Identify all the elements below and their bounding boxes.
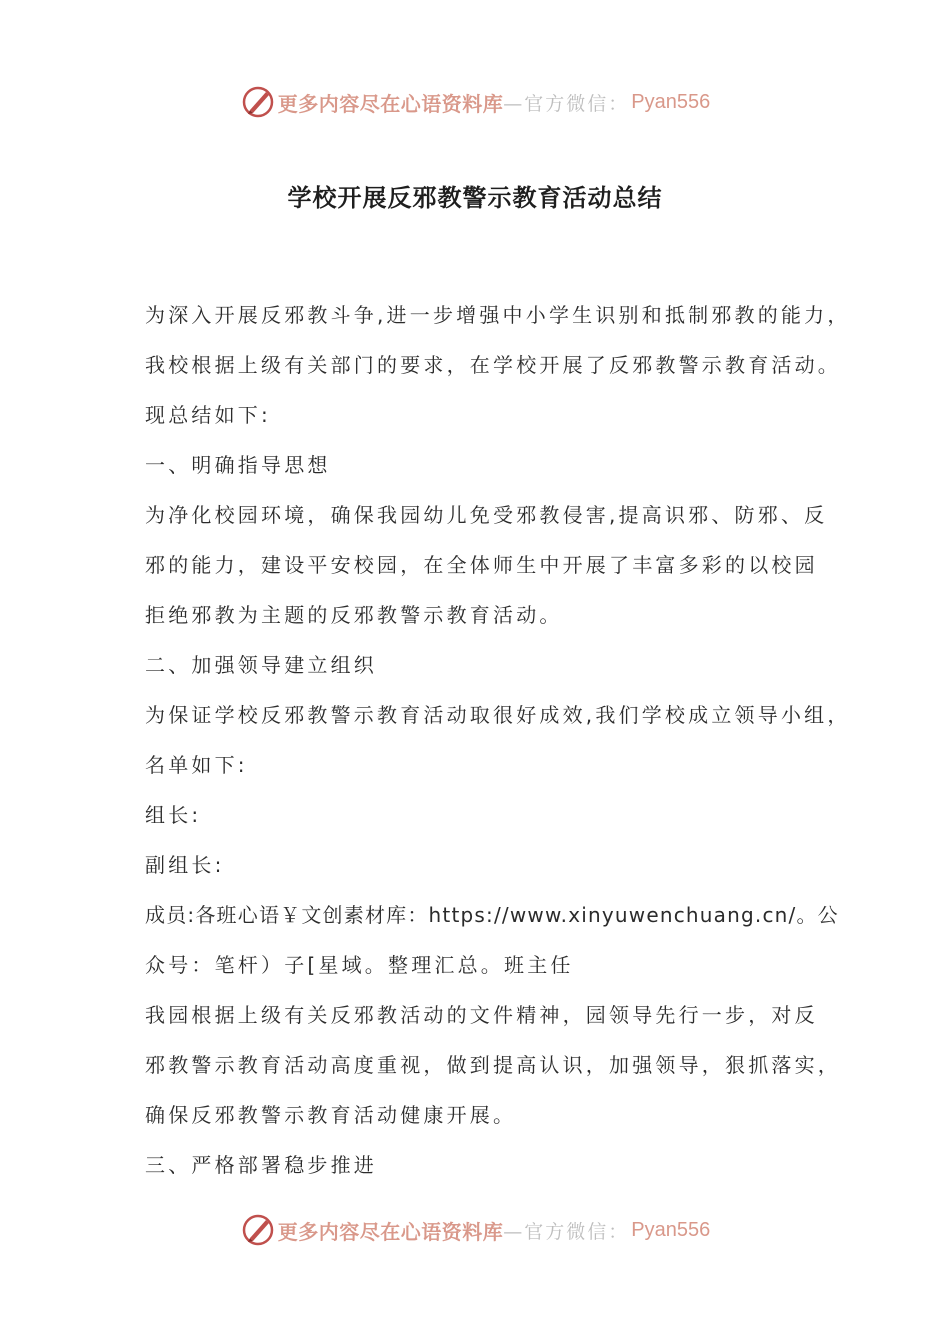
document-title: 学校开展反邪教警示教育活动总结 — [287, 183, 663, 212]
body-line: 拒绝邪教为主题的反邪教警示教育活动。 — [145, 603, 563, 627]
body-line: 为保证学校反邪教警示教育活动取很好成效,我们学校成立领导小组， — [145, 703, 851, 727]
body-line: 名单如下: — [145, 753, 248, 777]
body-line: 副组长: — [145, 853, 225, 877]
document-body — [145, 290, 851, 1190]
body-line: 邪的能力，建设平安校园，在全体师生中开展了丰富多彩的以校园 — [145, 553, 818, 577]
watermark-official-label: —官方微信： — [503, 1220, 630, 1243]
section-heading-3: 三、严格部署稳步推进 — [145, 1153, 377, 1177]
body-line: 确保反邪教警示教育活动健康开展。 — [145, 1103, 517, 1127]
body-line: 成员:各班心语￥文创素材库：https://www.xinyuwenchuang.cn/。公 — [145, 903, 839, 927]
watermark-brand-text: 更多内容尽在心语资料库 — [277, 1219, 504, 1244]
body-line: 我园根据上级有关反邪教活动的文件精神，园领导先行一步，对反 — [145, 1003, 818, 1027]
header-watermark-banner — [0, 82, 950, 122]
watermark-wechat-id: Pyan556 — [631, 1218, 711, 1241]
pen-logo-icon — [240, 1212, 276, 1248]
body-line: 我校根据上级有关部门的要求，在学校开展了反邪教警示教育活动。 — [145, 353, 841, 377]
body-line: 组长: — [145, 803, 202, 827]
footer-watermark-banner — [0, 1210, 950, 1250]
body-line: 为净化校园环境，确保我园幼儿免受邪教侵害,提高识邪、防邪、反 — [145, 503, 828, 527]
watermark-official-label: —官方微信： — [503, 92, 630, 115]
body-line: 现总结如下: — [145, 403, 271, 427]
watermark-wechat-id: Pyan556 — [631, 90, 711, 113]
body-line: 为深入开展反邪教斗争,进一步增强中小学生识别和抵制邪教的能力， — [145, 303, 851, 327]
section-heading-2: 二、加强领导建立组织 — [145, 653, 377, 677]
section-heading-1: 一、明确指导思想 — [145, 453, 331, 477]
watermark-brand-text: 更多内容尽在心语资料库 — [277, 91, 504, 116]
body-line: 众号：笔杆）子[星域。整理汇总。班主任 — [145, 953, 574, 977]
pen-logo-icon — [240, 84, 276, 120]
body-line: 邪教警示教育活动高度重视，做到提高认识，加强领导，狠抓落实， — [145, 1053, 841, 1077]
